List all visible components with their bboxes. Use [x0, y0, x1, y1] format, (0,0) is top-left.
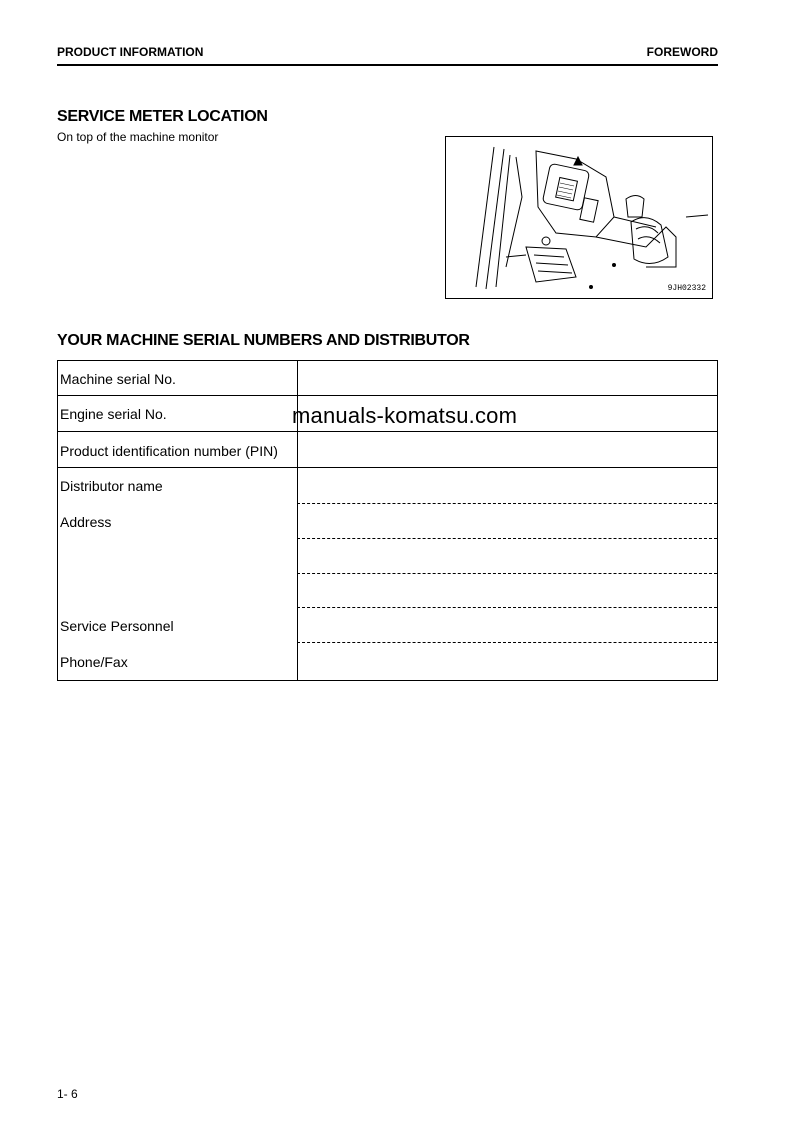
header-rule — [57, 64, 718, 66]
distributor-name-label: Distributor name — [60, 478, 163, 494]
address-line-3 — [297, 607, 717, 608]
cab-interior-drawing — [446, 137, 712, 298]
address-line-1 — [297, 538, 717, 539]
page-number: 1- 6 — [57, 1087, 78, 1101]
header-chapter-title: FOREWORD — [646, 45, 718, 59]
table-row-divider — [58, 395, 717, 396]
table-row-divider — [58, 467, 717, 468]
watermark-text: manuals-komatsu.com — [292, 403, 518, 428]
service-meter-heading: SERVICE METER LOCATION — [57, 108, 268, 125]
header-section-title: PRODUCT INFORMATION — [57, 45, 204, 59]
address-line-2 — [297, 573, 717, 574]
serial-numbers-heading: YOUR MACHINE SERIAL NUMBERS AND DISTRIBUTOR — [57, 332, 470, 349]
service-personnel-line — [297, 642, 717, 643]
machine-monitor-illustration — [445, 136, 713, 299]
figure-code: 9JH02332 — [667, 284, 706, 293]
machine-serial-label: Machine serial No. — [60, 371, 176, 387]
engine-serial-label: Engine serial No. — [60, 406, 167, 422]
service-personnel-label: Service Personnel — [60, 618, 174, 634]
phone-fax-label: Phone/Fax — [60, 654, 128, 670]
distributor-name-line — [297, 503, 717, 504]
table-row-divider — [58, 431, 717, 432]
address-label: Address — [60, 514, 112, 530]
service-meter-subtitle: On top of the machine monitor — [57, 130, 219, 144]
pin-label: Product identification number (PIN) — [60, 443, 278, 459]
